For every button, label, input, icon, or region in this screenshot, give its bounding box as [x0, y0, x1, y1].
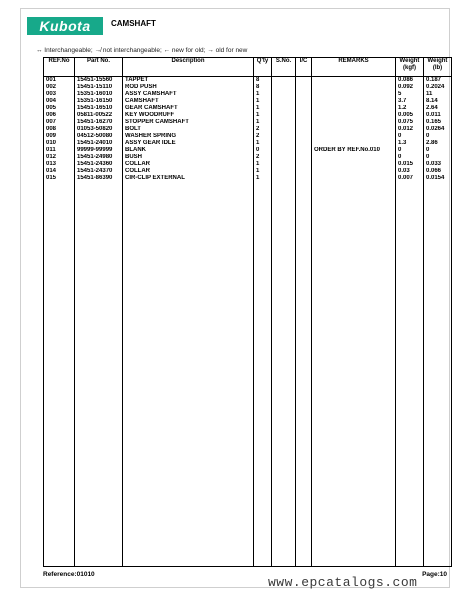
table-row	[44, 154, 452, 161]
qty-cell: 2	[254, 133, 272, 140]
ic-cell	[296, 77, 312, 85]
part-no-cell: 15351-16010	[75, 91, 123, 98]
table-row	[44, 175, 452, 182]
ic-cell	[296, 133, 312, 140]
table-row	[44, 91, 452, 98]
col-header-ref: REF.No	[44, 58, 75, 77]
weight-lb-cell: 8.14	[424, 98, 452, 105]
qty-cell: 1	[254, 112, 272, 119]
part-no-cell: 15451-16270	[75, 119, 123, 126]
filler-cell	[312, 182, 396, 567]
description-cell: STOPPER CAMSHAFT	[123, 119, 254, 126]
part-no-cell: 15451-86390	[75, 175, 123, 182]
ic-cell	[296, 154, 312, 161]
table-row	[44, 161, 452, 168]
ref-cell: 013	[44, 161, 75, 168]
ref-cell: 008	[44, 126, 75, 133]
serial-no-cell	[272, 119, 296, 126]
weight-kgf-cell: 0.012	[396, 126, 424, 133]
ref-cell: 015	[44, 175, 75, 182]
description-cell: GEAR CAMSHAFT	[123, 105, 254, 112]
ref-cell: 011	[44, 147, 75, 154]
description-cell: ROD PUSH	[123, 84, 254, 91]
ic-cell	[296, 84, 312, 91]
kubota-logo: Kubota	[27, 17, 103, 35]
part-no-cell: 15451-24010	[75, 140, 123, 147]
weight-lb-cell: 0	[424, 154, 452, 161]
description-cell: CIR-CLIP EXTERNAL	[123, 175, 254, 182]
serial-no-cell	[272, 175, 296, 182]
remarks-cell: ORDER BY REF.No.010	[312, 147, 396, 154]
ic-cell	[296, 175, 312, 182]
part-no-cell: 15451-16510	[75, 105, 123, 112]
weight-kgf-cell: 0	[396, 147, 424, 154]
ref-cell: 003	[44, 91, 75, 98]
ic-cell	[296, 98, 312, 105]
weight-lb-cell: 0.066	[424, 168, 452, 175]
weight-lb-cell: 0.2024	[424, 84, 452, 91]
remarks-cell	[312, 91, 396, 98]
part-no-cell: 15451-24360	[75, 161, 123, 168]
part-no-cell: 04512-50080	[75, 133, 123, 140]
filler-cell	[254, 182, 272, 567]
ref-cell: 002	[44, 84, 75, 91]
reference-number: Reference:01010	[43, 571, 95, 578]
qty-cell: 1	[254, 98, 272, 105]
qty-cell: 8	[254, 77, 272, 85]
filler-cell	[44, 182, 75, 567]
qty-cell: 1	[254, 161, 272, 168]
description-cell: BLANK	[123, 147, 254, 154]
parts-table	[43, 57, 452, 567]
table-row	[44, 147, 452, 154]
serial-no-cell	[272, 154, 296, 161]
description-cell: ASSY GEAR IDLE	[123, 140, 254, 147]
ic-cell	[296, 168, 312, 175]
description-cell: TAPPET	[123, 77, 254, 85]
weight-kgf-cell: 3.7	[396, 98, 424, 105]
remarks-cell	[312, 126, 396, 133]
filler-cell	[424, 182, 452, 567]
serial-no-cell	[272, 140, 296, 147]
qty-cell: 1	[254, 175, 272, 182]
weight-kgf-cell: 0.086	[396, 77, 424, 85]
weight-lb-cell: 0.011	[424, 112, 452, 119]
weight-lb-cell: 2.86	[424, 140, 452, 147]
weight-kgf-cell: 0.03	[396, 168, 424, 175]
weight-lb-cell: 11	[424, 91, 452, 98]
qty-cell: 0	[254, 147, 272, 154]
weight-kgf-cell: 0.015	[396, 161, 424, 168]
table-filler-row	[44, 182, 452, 567]
weight-kgf-cell: 5	[396, 91, 424, 98]
table-row	[44, 119, 452, 126]
ref-cell: 001	[44, 77, 75, 85]
col-header-weight-lb: Weight (lb)	[424, 58, 452, 77]
remarks-cell	[312, 77, 396, 85]
serial-no-cell	[272, 147, 296, 154]
description-cell: BUSH	[123, 154, 254, 161]
remarks-cell	[312, 161, 396, 168]
ic-cell	[296, 161, 312, 168]
weight-lb-cell: 0	[424, 133, 452, 140]
col-header-remarks: REMARKS	[312, 58, 396, 77]
weight-lb-cell: 0	[424, 147, 452, 154]
ic-cell	[296, 140, 312, 147]
table-row	[44, 140, 452, 147]
weight-kgf-cell: 1.2	[396, 105, 424, 112]
qty-cell: 1	[254, 119, 272, 126]
qty-cell: 1	[254, 168, 272, 175]
weight-lb-cell: 0.0154	[424, 175, 452, 182]
col-header-qty: Q'ty	[254, 58, 272, 77]
filler-cell	[272, 182, 296, 567]
serial-no-cell	[272, 98, 296, 105]
ref-cell: 010	[44, 140, 75, 147]
col-header-part-no: Part No.	[75, 58, 123, 77]
table-row	[44, 105, 452, 112]
part-no-cell: 01053-50820	[75, 126, 123, 133]
description-cell: WASHER SPRING	[123, 133, 254, 140]
table-row	[44, 98, 452, 105]
serial-no-cell	[272, 161, 296, 168]
description-cell: KEY WOODRUFF	[123, 112, 254, 119]
qty-cell: 1	[254, 91, 272, 98]
serial-no-cell	[272, 168, 296, 175]
interchangeability-legend: ↔ Interchangeable; ↛ not interchangeable; ← new for old; → old for new	[36, 47, 248, 54]
remarks-cell	[312, 140, 396, 147]
watermark-text: www.epcatalogs.com	[268, 575, 418, 590]
remarks-cell	[312, 105, 396, 112]
serial-no-cell	[272, 91, 296, 98]
serial-no-cell	[272, 77, 296, 85]
ic-cell	[296, 112, 312, 119]
table-row	[44, 77, 452, 85]
filler-cell	[296, 182, 312, 567]
part-no-cell: 99999-99999	[75, 147, 123, 154]
serial-no-cell	[272, 105, 296, 112]
weight-kgf-cell: 0.092	[396, 84, 424, 91]
part-no-cell: 15451-15110	[75, 84, 123, 91]
serial-no-cell	[272, 126, 296, 133]
parts-table-body	[44, 77, 452, 567]
table-row	[44, 112, 452, 119]
remarks-cell	[312, 98, 396, 105]
remarks-cell	[312, 175, 396, 182]
weight-kgf-cell: 0.005	[396, 112, 424, 119]
page-number: Page:10	[422, 571, 447, 578]
ref-cell: 005	[44, 105, 75, 112]
serial-no-cell	[272, 84, 296, 91]
filler-cell	[75, 182, 123, 567]
part-no-cell: 15451-24980	[75, 154, 123, 161]
part-no-cell: 15351-16150	[75, 98, 123, 105]
ref-cell: 014	[44, 168, 75, 175]
weight-kgf-cell: 0.007	[396, 175, 424, 182]
remarks-cell	[312, 84, 396, 91]
table-row	[44, 84, 452, 91]
description-cell: BOLT	[123, 126, 254, 133]
table-row	[44, 126, 452, 133]
remarks-cell	[312, 154, 396, 161]
qty-cell: 2	[254, 126, 272, 133]
col-header-serial-no: S.No.	[272, 58, 296, 77]
ic-cell	[296, 105, 312, 112]
ref-cell: 007	[44, 119, 75, 126]
serial-no-cell	[272, 112, 296, 119]
weight-lb-cell: 0.165	[424, 119, 452, 126]
weight-kgf-cell: 0	[396, 154, 424, 161]
table-row	[44, 168, 452, 175]
col-header-ic: I/C	[296, 58, 312, 77]
weight-lb-cell: 0.033	[424, 161, 452, 168]
part-no-cell: 15451-24370	[75, 168, 123, 175]
remarks-cell	[312, 119, 396, 126]
ref-cell: 004	[44, 98, 75, 105]
description-cell: ASSY CAMSHAFT	[123, 91, 254, 98]
qty-cell: 2	[254, 154, 272, 161]
description-cell: CAMSHAFT	[123, 98, 254, 105]
part-no-cell: 05811-00522	[75, 112, 123, 119]
col-header-description: Description	[123, 58, 254, 77]
remarks-cell	[312, 112, 396, 119]
remarks-cell	[312, 168, 396, 175]
col-header-weight-kgf: Weight (kgf)	[396, 58, 424, 77]
part-no-cell: 15451-15560	[75, 77, 123, 85]
weight-lb-cell: 2.64	[424, 105, 452, 112]
qty-cell: 1	[254, 140, 272, 147]
description-cell: COLLAR	[123, 161, 254, 168]
table-header-row	[44, 58, 452, 77]
qty-cell: 8	[254, 84, 272, 91]
serial-no-cell	[272, 133, 296, 140]
filler-cell	[396, 182, 424, 567]
ic-cell	[296, 147, 312, 154]
description-cell: COLLAR	[123, 168, 254, 175]
weight-kgf-cell: 0.075	[396, 119, 424, 126]
ic-cell	[296, 119, 312, 126]
weight-lb-cell: 0.187	[424, 77, 452, 85]
ref-cell: 009	[44, 133, 75, 140]
ref-cell: 012	[44, 154, 75, 161]
weight-kgf-cell: 1.3	[396, 140, 424, 147]
ic-cell	[296, 91, 312, 98]
ref-cell: 006	[44, 112, 75, 119]
ic-cell	[296, 126, 312, 133]
remarks-cell	[312, 133, 396, 140]
filler-cell	[123, 182, 254, 567]
table-row	[44, 133, 452, 140]
page-title: CAMSHAFT	[111, 19, 156, 28]
weight-lb-cell: 0.0264	[424, 126, 452, 133]
weight-kgf-cell: 0	[396, 133, 424, 140]
qty-cell: 1	[254, 105, 272, 112]
